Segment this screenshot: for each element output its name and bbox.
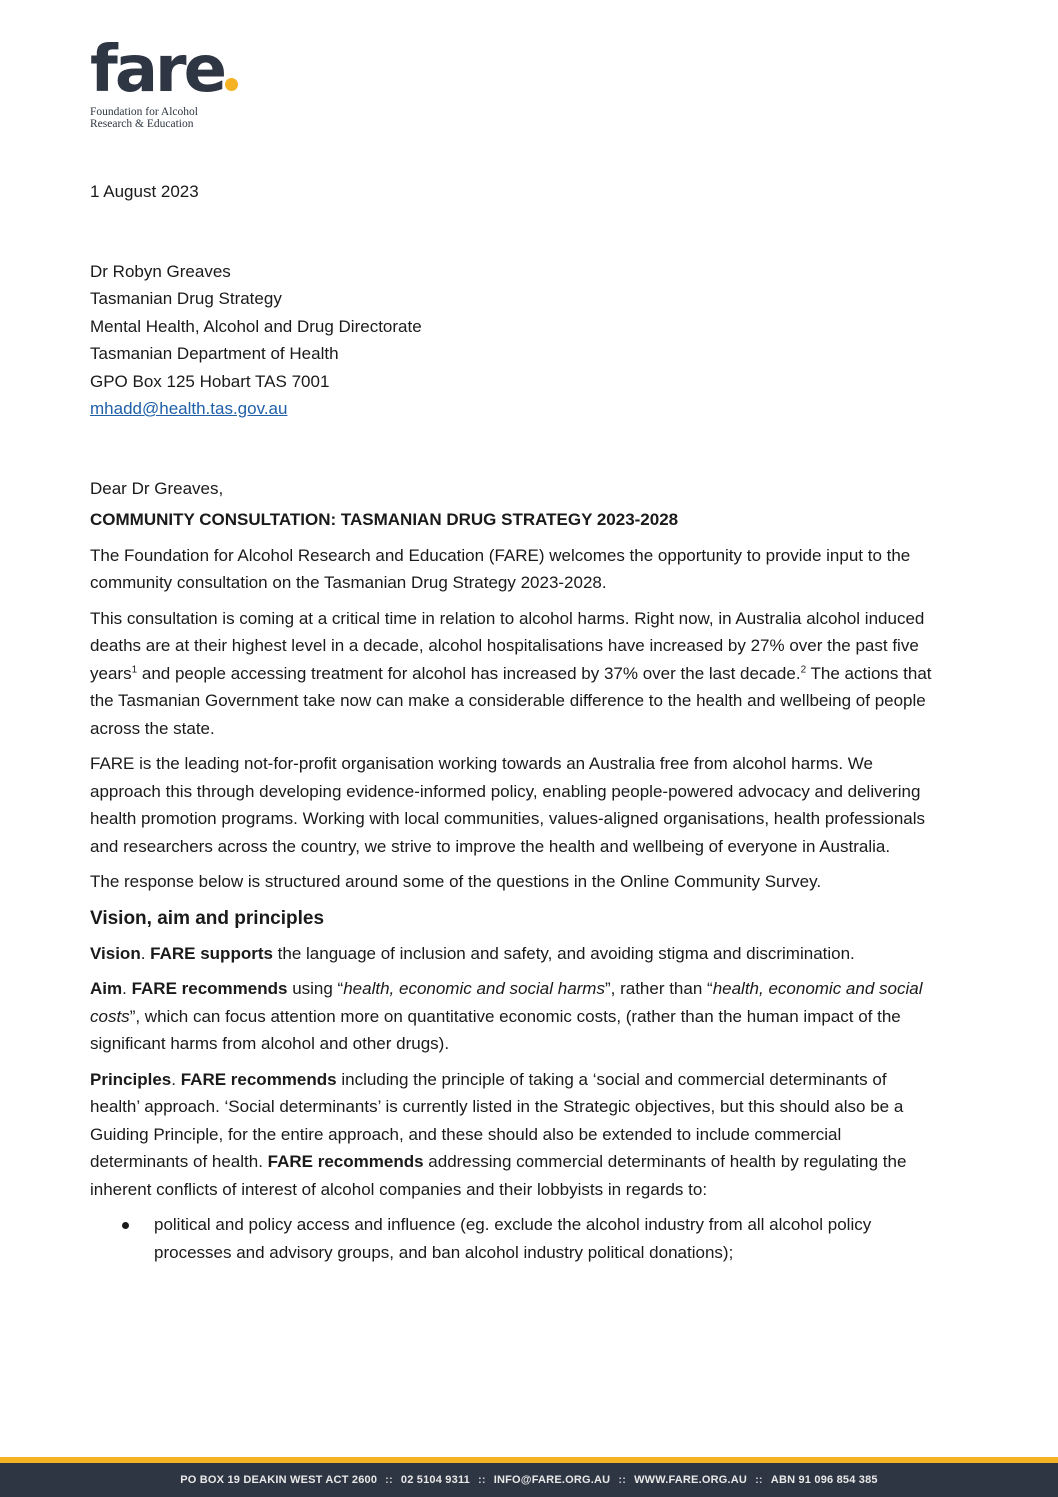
logo-dot-icon bbox=[225, 78, 238, 91]
fare-logo bbox=[90, 33, 270, 130]
principles-bold-2: FARE recommends bbox=[267, 1152, 424, 1171]
footer-separator: :: bbox=[385, 1474, 393, 1486]
vision-paragraph bbox=[90, 940, 935, 968]
letter-heading: COMMUNITY CONSULTATION: TASMANIAN DRUG STRATEGY 2023-2028 bbox=[90, 510, 679, 529]
vision-text: the language of inclusion and safety, and avoiding stigma and discrimination. bbox=[272, 943, 855, 963]
determinants-list bbox=[90, 1211, 935, 1266]
aim-label: Aim bbox=[90, 979, 123, 998]
recipient-address: GPO Box 125 Hobart TAS 7001 bbox=[90, 371, 330, 391]
aim-italic-1: health, economic and social harms bbox=[343, 979, 605, 998]
recipient-org: Tasmanian Drug Strategy bbox=[90, 289, 282, 308]
logo-subtitle-line1: Foundation for Alcohol bbox=[90, 106, 198, 118]
aim-text-1: using “ bbox=[287, 979, 344, 998]
context-paragraph bbox=[90, 605, 935, 743]
principles-bold-1: FARE recommends bbox=[180, 1069, 337, 1089]
list-item: political and policy access and influence (eg. exclude the alcohol industry from all alcohol policy processes and advisory groups, and ban alcohol industry political donations); bbox=[154, 1211, 935, 1266]
recipient-department: Tasmanian Department of Health bbox=[90, 344, 339, 363]
section-title: Vision, aim and principles bbox=[90, 907, 325, 929]
recipient-name: Dr Robyn Greaves bbox=[90, 261, 231, 281]
vision-bold: FARE supports bbox=[150, 943, 273, 963]
footer-address: PO BOX 19 DEAKIN WEST ACT 2600 bbox=[180, 1474, 378, 1486]
footer-phone[interactable]: 02 5104 9311 bbox=[400, 1474, 470, 1486]
recipient-email-link[interactable]: mhadd@health.tas.gov.au bbox=[90, 399, 288, 418]
vision-label: Vision bbox=[90, 943, 141, 963]
principles-text-1: including the principle of taking a ‘social and commercial determinants of health’ approach. ‘Social determinants’ is currently listed in the Strategic objectives, but this should also be a Guiding Principle, for the entire approach, and these should also be extended to include commercial determinants of health. bbox=[90, 1069, 904, 1171]
principles-dot: . bbox=[171, 1069, 181, 1089]
aim-bold: FARE recommends bbox=[131, 979, 288, 998]
about-fare-paragraph: FARE is the leading not-for-profit organisation working towards an Australia free from alcohol harms. We approach this through developing evidence-informed policy, enabling people-powered advocacy and delivering health promotion programs. Working with local communities, values-aligned organisations, health professionals and researchers across the country, we strive to improve the health and wellbeing of everyone in Australia. bbox=[90, 754, 926, 856]
context-text-3: The actions that the Tasmanian Government take now can make a considerable difference to the health and wellbeing of people across the state. bbox=[90, 663, 932, 738]
aim-paragraph bbox=[90, 975, 935, 1058]
aim-italic-2: health, economic and social costs bbox=[90, 979, 923, 1026]
logo-subtitle-line2: Research & Education bbox=[90, 118, 194, 130]
principles-label: Principles bbox=[90, 1069, 172, 1089]
footer-email[interactable]: INFO@FARE.ORG.AU bbox=[493, 1474, 611, 1486]
footer-separator: :: bbox=[618, 1474, 627, 1486]
recipient-directorate: Mental Health, Alcohol and Drug Directorate bbox=[90, 316, 422, 336]
footnote-ref-2[interactable]: 2 bbox=[800, 663, 807, 675]
footnote-ref-1[interactable]: 1 bbox=[131, 663, 138, 675]
footer-separator: :: bbox=[755, 1474, 763, 1486]
letter-body bbox=[90, 178, 935, 1266]
principles-text-2: addressing commercial determinants of health by regulating the inherent conflicts of interest of alcohol companies and their lobbyists in regards to: bbox=[90, 1152, 907, 1199]
context-text-2: and people accessing treatment for alcohol has increased by 37% over the last decade. bbox=[137, 663, 801, 683]
letter-date: 1 August 2023 bbox=[90, 182, 199, 201]
footer-website[interactable]: WWW.FARE.ORG.AU bbox=[634, 1474, 748, 1486]
structure-paragraph: The response below is structured around some of the questions in the Online Community Survey. bbox=[90, 872, 822, 891]
salutation: Dear Dr Greaves, bbox=[90, 478, 224, 498]
aim-text-3: ”, which can focus attention more on quantitative economic costs, (rather than the human impact of the significant harms from alcohol and other drugs). bbox=[90, 1006, 901, 1053]
footer-bar bbox=[0, 1457, 1058, 1497]
principles-paragraph bbox=[90, 1066, 935, 1204]
vision-dot: . bbox=[140, 943, 151, 963]
logo-wordmark: fare bbox=[90, 33, 224, 107]
footer-separator: :: bbox=[477, 1474, 486, 1486]
footer-abn: ABN 91 096 854 385 bbox=[770, 1474, 878, 1486]
aim-dot: . bbox=[122, 979, 132, 998]
aim-text-2: ”, rather than “ bbox=[604, 979, 713, 998]
logo-subtitle bbox=[90, 106, 270, 130]
intro-paragraph: The Foundation for Alcohol Research and Education (FARE) welcomes the opportunity to provide input to the community consultation on the Tasmanian Drug Strategy 2023-2028. bbox=[90, 545, 911, 592]
recipient-address-block bbox=[90, 258, 935, 423]
context-text-1: This consultation is coming at a critical time in relation to alcohol harms. Right now, in Australia alcohol induced deaths are at their highest level in a decade, alcohol hospitalisations have increased by 27% over the past five years bbox=[90, 608, 925, 683]
